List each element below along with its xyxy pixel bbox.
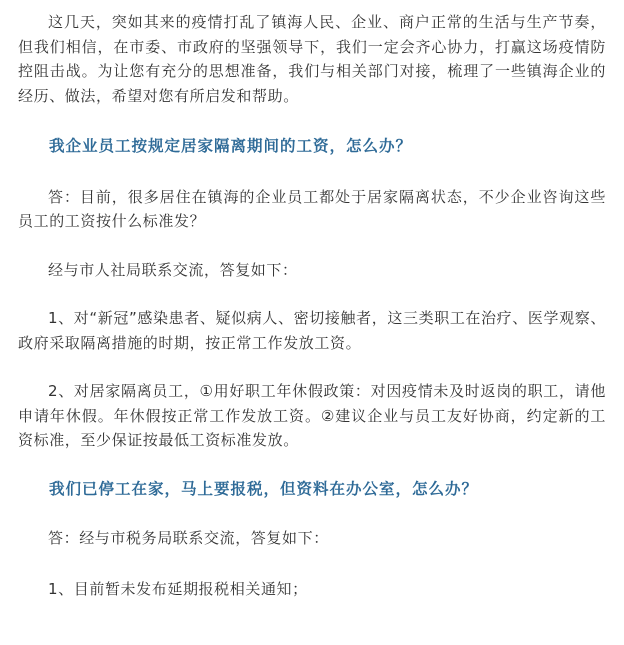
answer-paragraph-tax: 答：经与市税务局联系交流，答复如下： [48, 529, 329, 547]
question-heading-wage: 我企业员工按规定居家隔离期间的工资，怎么办？ [49, 137, 413, 155]
intro-paragraph: 这几天，突如其来的疫情打乱了镇海人民、企业、商户正常的生活与生产节奏，但我们相信，在市委、市政府的坚强领导下，我们一定会齐心协力，打赢这场疫情防控阻击战。为让您有充分的思想准备，我们与相关部门对接，梳理了一些镇海企业的经历、做法，希望对您有所启发和帮助。 [18, 13, 606, 105]
reply-intro-hr: 经与市人社局联系交流，答复如下： [48, 260, 298, 279]
article-body [18, 10, 606, 601]
list-item-wage-1: 1、对“新冠”感染患者、疑似病人、密切接触者，这三类职工在治疗、医学观察、政府采取隔离措施的时期，按正常工作发放工资。 [18, 309, 606, 352]
answer-paragraph-wage: 答：目前，很多居住在镇海的企业员工都处于居家隔离状态，不少企业咨询这些员工的工资按什么标准发？ [18, 187, 606, 230]
question-heading-tax: 我们已停工在家，马上要报税，但资料在办公室，怎么办？ [49, 479, 479, 498]
list-item-wage-2: 2、对居家隔离员工，①用好职工年休假政策：对因疫情未及时返岗的职工，请他申请年休假。年休假按正常工作发放工资。②建议企业与员工友好协商，约定新的工资标准，至少保证按最低工资标准发放。 [18, 382, 606, 449]
list-item-tax-1: 1、目前暂未发布延期报税相关通知； [48, 579, 308, 598]
